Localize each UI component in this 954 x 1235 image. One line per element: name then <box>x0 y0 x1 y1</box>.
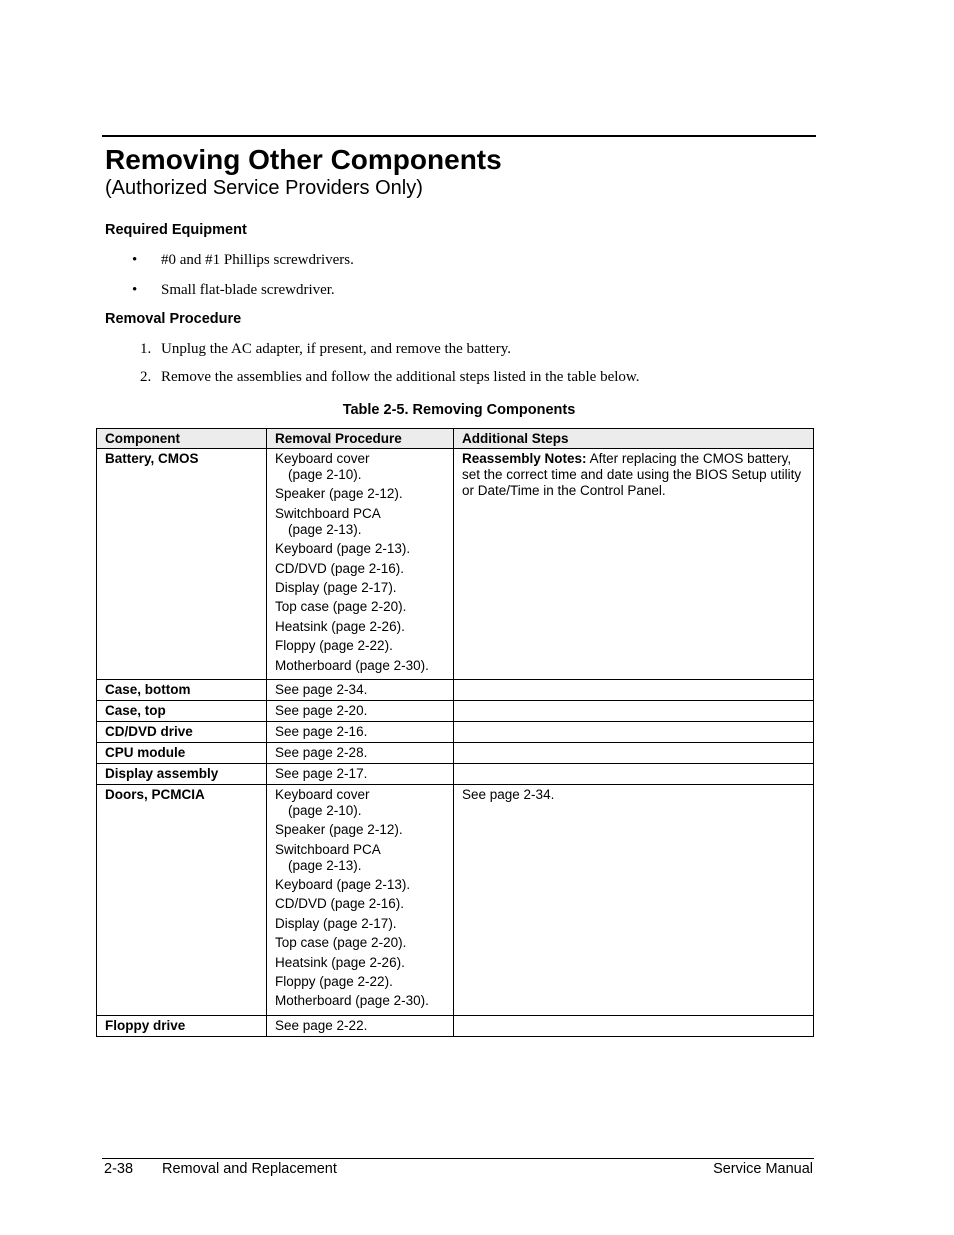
column-header-component: Component <box>97 429 267 449</box>
table-row <box>97 449 814 680</box>
procedure-step-item <box>275 658 445 674</box>
additional-steps-cell <box>454 700 814 721</box>
table-row <box>97 700 814 721</box>
procedure-step-item <box>275 896 445 912</box>
title-rule <box>102 135 816 137</box>
procedure-cell: See page 2-20. <box>267 700 454 721</box>
equipment-item-text: Small flat-blade screwdriver. <box>161 282 335 298</box>
reassembly-notes-label: Reassembly Notes: <box>462 451 587 466</box>
table-row <box>97 784 814 1015</box>
additional-steps-cell <box>454 763 814 784</box>
component-cell: Doors, PCMCIA <box>97 784 267 1015</box>
procedure-step-text: Floppy (page 2-22). <box>275 638 393 654</box>
step-number: 1. <box>140 341 152 357</box>
required-equipment-heading: Required Equipment <box>105 222 247 238</box>
column-header-additional-steps: Additional Steps <box>454 429 814 449</box>
step-text: Remove the assemblies and follow the additional steps listed in the table below. <box>161 369 640 385</box>
procedure-step-text: Switchboard PCA <box>275 841 381 857</box>
procedure-step-item <box>275 822 445 838</box>
footer-document-title: Service Manual <box>713 1161 813 1177</box>
procedure-step-text: Heatsink (page 2-26). <box>275 618 405 634</box>
page-subtitle: (Authorized Service Providers Only) <box>105 177 423 199</box>
procedure-step-item <box>275 955 445 971</box>
bullet-icon: • <box>132 282 138 298</box>
procedure-step-item <box>275 935 445 951</box>
procedure-step-item <box>275 619 445 635</box>
procedure-step-item <box>275 638 445 654</box>
procedure-step-text: Display (page 2-17). <box>275 915 397 931</box>
removal-procedure-heading: Removal Procedure <box>105 311 242 327</box>
procedure-step-item <box>275 916 445 932</box>
table-row <box>97 763 814 784</box>
procedure-step-item <box>275 842 445 874</box>
procedure-step <box>140 339 511 359</box>
component-cell: Battery, CMOS <box>97 449 267 680</box>
procedure-step-item <box>275 506 445 538</box>
procedure-step-text: Top case (page 2-20). <box>275 599 407 615</box>
procedure-step-text: Keyboard cover <box>275 786 370 802</box>
reassembly-notes-text: After replacing the CMOS battery, set the correct time and date using the BIOS Setup utility or Date/Time in the Control Panel. <box>462 451 802 498</box>
procedure-step-text: Speaker (page 2-12). <box>275 822 403 838</box>
procedure-cell <box>267 449 454 680</box>
component-cell: CPU module <box>97 742 267 763</box>
procedure-step <box>140 367 640 387</box>
equipment-list-item <box>132 280 335 300</box>
procedure-step-text: CD/DVD (page 2-16). <box>275 560 405 576</box>
additional-steps-cell <box>454 742 814 763</box>
procedure-step-text: Keyboard (page 2-13). <box>275 541 411 557</box>
procedure-step-item <box>275 486 445 502</box>
footer-page-number: 2-38 <box>104 1161 134 1177</box>
table-body <box>97 449 814 1037</box>
component-cell: CD/DVD drive <box>97 721 267 742</box>
procedure-step-text: (page 2-10). <box>288 467 362 482</box>
additional-steps-cell <box>454 1015 814 1036</box>
procedure-step-text: (page 2-13). <box>288 857 362 873</box>
bullet-icon: • <box>132 252 138 268</box>
procedure-step-item <box>275 451 445 483</box>
procedure-step-text: Heatsink (page 2-26). <box>275 954 405 970</box>
component-cell: Display assembly <box>97 763 267 784</box>
procedure-step-item <box>275 993 445 1009</box>
procedure-step-item <box>275 561 445 577</box>
equipment-item-text: #0 and #1 Phillips screwdrivers. <box>161 252 354 268</box>
table-row <box>97 721 814 742</box>
additional-steps-cell <box>454 679 814 700</box>
procedure-step-text: (page 2-10). <box>288 802 362 818</box>
additional-steps-cell <box>454 721 814 742</box>
additional-steps-cell <box>454 449 814 680</box>
equipment-list-item <box>132 250 354 270</box>
procedure-step-text: Speaker (page 2-12). <box>275 486 403 502</box>
procedure-step-text: Top case (page 2-20). <box>275 935 407 951</box>
procedure-step-text: Switchboard PCA <box>275 505 381 521</box>
procedure-cell: See page 2-16. <box>267 721 454 742</box>
procedure-step-item <box>275 974 445 990</box>
procedure-cell: See page 2-28. <box>267 742 454 763</box>
step-number: 2. <box>140 369 152 385</box>
procedure-step-item <box>275 541 445 557</box>
procedure-step-item <box>275 599 445 615</box>
procedure-step-item <box>275 787 445 819</box>
procedure-step-text: Motherboard (page 2-30). <box>275 993 429 1009</box>
footer-chapter: Removal and Replacement <box>162 1161 337 1177</box>
procedure-step-text: CD/DVD (page 2-16). <box>275 896 405 912</box>
procedure-cell: See page 2-17. <box>267 763 454 784</box>
table-row <box>97 742 814 763</box>
component-cell: Case, bottom <box>97 679 267 700</box>
step-text: Unplug the AC adapter, if present, and remove the battery. <box>161 341 511 357</box>
table-row <box>97 679 814 700</box>
additional-steps-cell: See page 2-34. <box>454 784 814 1015</box>
component-cell: Case, top <box>97 700 267 721</box>
procedure-step-text: Keyboard (page 2-13). <box>275 877 411 893</box>
procedure-step-text: (page 2-13). <box>288 521 362 537</box>
procedure-step-text: Floppy (page 2-22). <box>275 974 393 990</box>
procedure-cell: See page 2-22. <box>267 1015 454 1036</box>
procedure-step-item <box>275 580 445 596</box>
table-row <box>97 1015 814 1036</box>
page-title: Removing Other Components <box>105 144 502 175</box>
procedure-step-item <box>275 877 445 893</box>
procedure-cell <box>267 784 454 1015</box>
table-caption: Table 2-5. Removing Components <box>342 402 576 418</box>
footer-rule <box>102 1158 814 1159</box>
components-table <box>96 428 814 1037</box>
component-cell: Floppy drive <box>97 1015 267 1036</box>
procedure-step-text: Motherboard (page 2-30). <box>275 657 429 673</box>
procedure-cell: See page 2-34. <box>267 679 454 700</box>
procedure-step-text: Display (page 2-17). <box>275 579 397 595</box>
table-header-row <box>97 429 814 449</box>
column-header-procedure: Removal Procedure <box>267 429 454 449</box>
procedure-step-text: Keyboard cover <box>275 451 370 466</box>
